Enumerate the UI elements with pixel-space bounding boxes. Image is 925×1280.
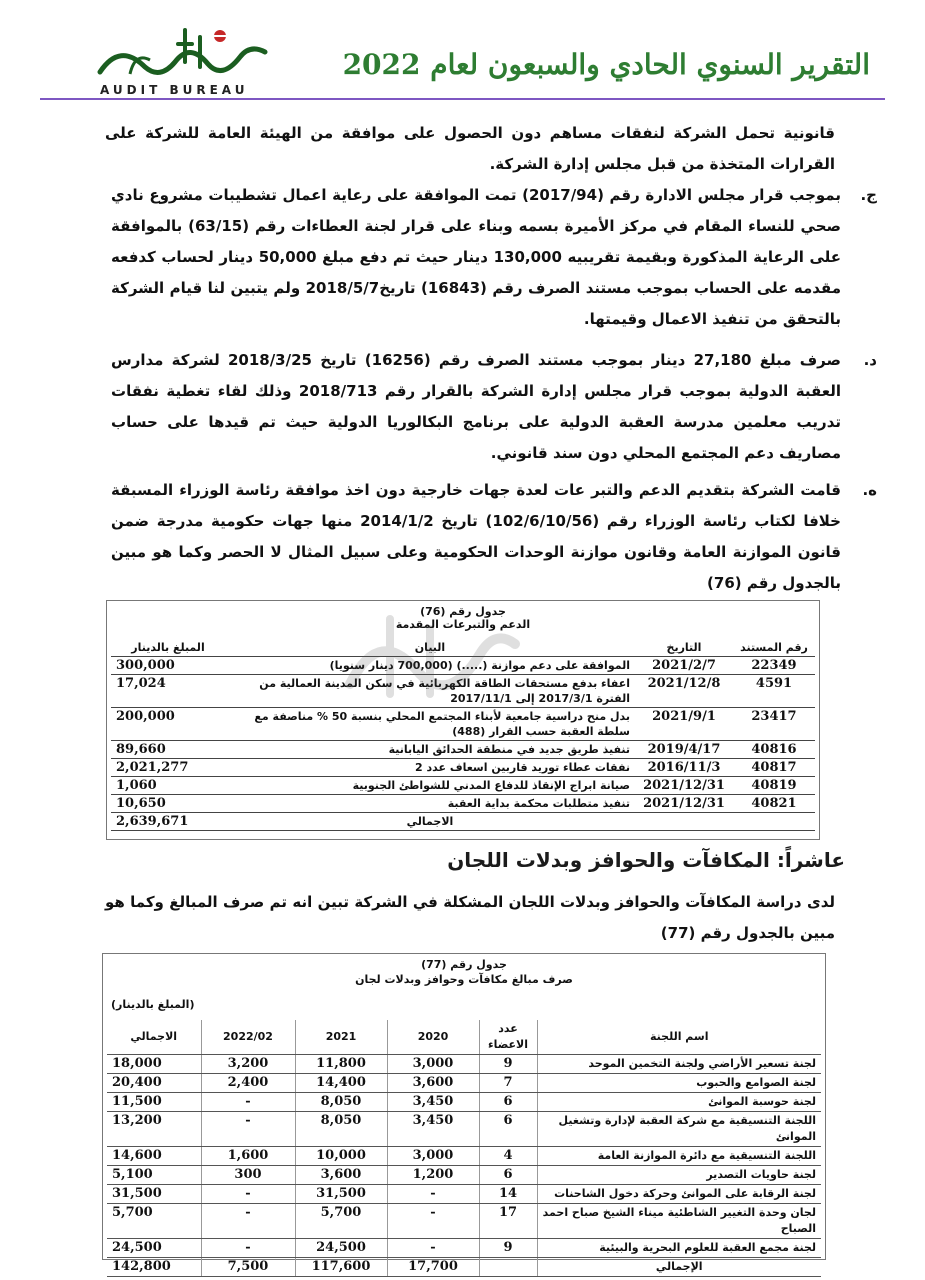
list-item-marker: ج. (860, 186, 877, 204)
table-row (111, 759, 815, 777)
total-cell: 24,500 (107, 1239, 201, 1258)
total-amount: 2,639,671 (111, 813, 225, 831)
column-header-date: التاريخ (635, 639, 733, 657)
table-row (111, 708, 815, 741)
members-cell: 9 (479, 1055, 537, 1074)
doc-no-cell: 22349 (733, 657, 815, 675)
members-cell: 6 (479, 1112, 537, 1147)
header-divider (40, 98, 885, 100)
amount-cell: 17,024 (111, 675, 225, 708)
amount-2021-cell: 8,050 (295, 1112, 387, 1147)
amount-2022-cell: 3,200 (201, 1055, 295, 1074)
table-row (111, 795, 815, 813)
table-row (111, 675, 815, 708)
members-cell: 4 (479, 1147, 537, 1166)
table-row (107, 1055, 821, 1074)
audit-bureau-emblem-icon (90, 22, 290, 82)
total-2022: 7,500 (201, 1258, 295, 1277)
amount-2020-cell: 3,450 (387, 1112, 479, 1147)
section-heading: عاشراً: المكافآت والحوافز وبدلات اللجان (447, 848, 845, 872)
members-cell: 6 (479, 1166, 537, 1185)
members-cell: 7 (479, 1074, 537, 1093)
table-row (111, 657, 815, 675)
table-77-subtitle: صرف مبالغ مكافآت وحوافز وبدلات لجان (355, 973, 573, 986)
list-item-text: صرف مبلغ 27,180 دينار بموجب مستند الصرف رقم (16256) تاريخ 2018/3/25 لشركة مدارس العقبة الدولية بموجب قرار مجلس إدارة الشركة بالقرار رقم 2018/713 وذلك لقاء تغطية نفقات تدريب معلمين مدرسة العقبة الدولية على برنامج البكالوريا الدولية حيث تم قيدها على حساب مصاريف دعم المجتمع المحلي دون سند قانوني. (111, 351, 841, 462)
amount-2022-cell: - (201, 1112, 295, 1147)
members-cell: 6 (479, 1093, 537, 1112)
table-row (107, 1166, 821, 1185)
amount-2021-cell: 8,050 (295, 1093, 387, 1112)
table-77-caption (103, 957, 825, 987)
table-76-caption (107, 605, 819, 631)
column-header-committee: اسم اللجنة (537, 1020, 821, 1055)
members-cell: 17 (479, 1204, 537, 1239)
committee-cell: اللجنة التنسيقية مع شركة العقبة لإدارة وتشغيل الموانئ (537, 1112, 821, 1147)
amount-cell: 2,021,277 (111, 759, 225, 777)
column-header-2020: 2020 (387, 1020, 479, 1055)
total-label: الاجمالي (225, 813, 635, 831)
total-cell: 20,400 (107, 1074, 201, 1093)
amount-cell: 1,060 (111, 777, 225, 795)
amount-2021-cell: 3,600 (295, 1166, 387, 1185)
description-cell: صيانة ابراج الإنقاذ للدفاع المدني للشواطئ الجنوبية (225, 777, 635, 795)
table-77-title: جدول رقم (77) (421, 958, 507, 971)
list-item-ha (111, 475, 877, 599)
amount-cell: 10,650 (111, 795, 225, 813)
amount-2022-cell: 300 (201, 1166, 295, 1185)
members-cell: 14 (479, 1185, 537, 1204)
total-cell: 11,500 (107, 1093, 201, 1112)
amount-2022-cell: - (201, 1093, 295, 1112)
description-cell: تنفيذ متطلبات محكمة بداية العقبة (225, 795, 635, 813)
column-header-members: عدد الاعضاء (479, 1020, 537, 1055)
doc-no-cell: 40819 (733, 777, 815, 795)
doc-no-cell: 40816 (733, 741, 815, 759)
description-cell: تنفيذ طريق جديد في منطقة الحدائق اليابانية (225, 741, 635, 759)
table-total-row (111, 813, 815, 831)
date-cell: 2021/12/8 (635, 675, 733, 708)
list-item-text: بموجب قرار مجلس الادارة رقم (2017/94) تمت الموافقة على رعاية اعمال تشطيبات مشروع نادي صحي للنساء المقام في مركز الأميرة بسمه وبناء على قرار لجنة العطاءات رقم (63/15) بالموافقة على الرعاية المذكورة وبقيمة تقريبيه 130,000 دينار حيث تم دفع مبلغ 50,000 دينار لحساب كدفعه مقدمه على الحساب بموجب مستند الصرف رقم (16843) تاريخ2018/5/7 ولم يتبين لنا قيام الشركة بالتحقق من تنفيذ الاعمال وقيمتها. (111, 186, 842, 328)
table-row (111, 741, 815, 759)
section-paragraph: لدى دراسة المكافآت والحوافز وبدلات اللجان المشكلة في الشركة تبين انه تم صرف المبالغ وكما هو مبين بالجدول رقم (77) (105, 893, 835, 942)
committee-cell: لجنة الرقابة على الموانئ وحركة دخول الشاحنات (537, 1185, 821, 1204)
date-cell: 2021/12/31 (635, 777, 733, 795)
column-header-2021: 2021 (295, 1020, 387, 1055)
members-cell: 9 (479, 1239, 537, 1258)
amount-2021-cell: 14,400 (295, 1074, 387, 1093)
total-cell: 5,100 (107, 1166, 201, 1185)
amount-2022-cell: - (201, 1204, 295, 1239)
amount-2022-cell: - (201, 1185, 295, 1204)
total-2020: 17,700 (387, 1258, 479, 1277)
amount-2020-cell: 3,600 (387, 1074, 479, 1093)
committee-cell: لجنة حوسبة الموانئ (537, 1093, 821, 1112)
doc-no-cell: 40821 (733, 795, 815, 813)
date-cell: 2021/2/7 (635, 657, 733, 675)
column-header-total: الاجمالي (107, 1020, 201, 1055)
total-cell: 31,500 (107, 1185, 201, 1204)
list-item-text: قامت الشركة بتقديم الدعم والتبر عات لعدة جهات خارجية دون اخذ موافقة رئاسة الوزراء المسبقة خلافا لكتاب رئاسة الوزراء رقم (102/6/10/56) تاريخ 2014/1/2 منها جهات حكومية مدرجة ضمن قانون الموازنة العامة وقانون موازنة الوحدات الحكومية وعلى سبيل المثال لا الحصر وكما هو مبين بالجدول رقم (76) (111, 481, 841, 592)
amount-cell: 200,000 (111, 708, 225, 741)
total-2021: 117,600 (295, 1258, 387, 1277)
column-header-amount: المبلغ بالدينار (111, 639, 225, 657)
table-header-row (111, 639, 815, 657)
amount-2022-cell: - (201, 1239, 295, 1258)
column-header-description: البيان (225, 639, 635, 657)
amount-cell: 300,000 (111, 657, 225, 675)
total-cell: 14,600 (107, 1147, 201, 1166)
table-total-row (107, 1258, 821, 1277)
description-cell: الموافقة على دعم موازنة (.....) (700,000 دينار سنويا) (225, 657, 635, 675)
total-cell: 18,000 (107, 1055, 201, 1074)
doc-no-cell: 23417 (733, 708, 815, 741)
amount-2021-cell: 24,500 (295, 1239, 387, 1258)
table-row (107, 1147, 821, 1166)
amount-2020-cell: - (387, 1204, 479, 1239)
amount-2022-cell: 2,400 (201, 1074, 295, 1093)
amount-2021-cell: 5,700 (295, 1204, 387, 1239)
description-cell: نفقات عطاء توريد قاربين اسعاف عدد 2 (225, 759, 635, 777)
amount-2022-cell: 1,600 (201, 1147, 295, 1166)
table-77-container (102, 953, 826, 1274)
amount-2020-cell: 3,000 (387, 1055, 479, 1074)
column-header-2022: 2022/02 (201, 1020, 295, 1055)
amount-2020-cell: 1,200 (387, 1166, 479, 1185)
date-cell: 2021/12/31 (635, 795, 733, 813)
table-76-title: جدول رقم (76) (420, 605, 506, 618)
total-label: الإجمالي (537, 1258, 821, 1277)
list-item-marker: د. (863, 351, 877, 369)
amount-2020-cell: - (387, 1185, 479, 1204)
list-item-dal (111, 345, 877, 469)
table-row (107, 1239, 821, 1258)
committee-cell: لجنة مجمع العقبة للعلوم البحرية والبيئية (537, 1239, 821, 1258)
page-header (30, 22, 900, 108)
total-cell: 13,200 (107, 1112, 201, 1147)
total-cell: 5,700 (107, 1204, 201, 1239)
table-row (107, 1204, 821, 1239)
amount-2021-cell: 10,000 (295, 1147, 387, 1166)
doc-no-cell: 40817 (733, 759, 815, 777)
column-header-doc-no: رقم المستند (733, 639, 815, 657)
amount-2021-cell: 11,800 (295, 1055, 387, 1074)
committee-cell: لجان وحدة التغيير الشاطئية ميناء الشيخ صباح احمد الصباح (537, 1204, 821, 1239)
date-cell: 2019/4/17 (635, 741, 733, 759)
list-item-marker: ه. (862, 481, 877, 499)
table-row (107, 1185, 821, 1204)
table-header-row (107, 1020, 821, 1055)
intro-paragraph: قانونية تحمل الشركة لنفقات مساهم دون الحصول على موافقة من الهيئة العامة للشركة على القرارات المتخذة من قبل مجلس إدارة الشركة. (105, 124, 835, 173)
committee-cell: لجنة الصوامع والحبوب (537, 1074, 821, 1093)
description-cell: بدل منح دراسية جامعية لأبناء المجتمع المحلي بنسبة 50 % مناصفة مع سلطة العقبة حسب القرار (488) (225, 708, 635, 741)
table-row (107, 1093, 821, 1112)
amount-2021-cell: 31,500 (295, 1185, 387, 1204)
date-cell: 2021/9/1 (635, 708, 733, 741)
amount-2020-cell: 3,000 (387, 1147, 479, 1166)
amount-cell: 89,660 (111, 741, 225, 759)
table-row (107, 1074, 821, 1093)
doc-no-cell: 4591 (733, 675, 815, 708)
committee-cell: اللجنة التنسيقية مع دائرة الموازنة العامة (537, 1147, 821, 1166)
table-77-unit: (المبلغ بالدينار) (111, 998, 195, 1011)
description-cell: اعفاء بدفع مستحقات الطاقة الكهربائية في سكن المدينة العمالية من الفترة 2017/3/1 إلى 2017/11/1 (225, 675, 635, 708)
table-row (111, 777, 815, 795)
report-title: التقرير السنوي الحادي والسبعون لعام 2022 (342, 48, 870, 81)
table-77 (107, 1020, 821, 1277)
committee-cell: لجنة حاويات التصدير (537, 1166, 821, 1185)
amount-2020-cell: 3,450 (387, 1093, 479, 1112)
committee-cell: لجنة تسعير الأراضي ولجنة التخمين الموحد (537, 1055, 821, 1074)
date-cell: 2016/11/3 (635, 759, 733, 777)
table-row (107, 1112, 821, 1147)
table-76 (111, 639, 815, 831)
list-item-jim (111, 180, 877, 335)
amount-2020-cell: - (387, 1239, 479, 1258)
audit-bureau-logo (90, 22, 300, 102)
table-76-subtitle: الدعم والتبرعات المقدمة (395, 618, 531, 631)
table-76-container (106, 600, 820, 840)
grand-total: 142,800 (107, 1258, 201, 1277)
logo-subtext: AUDIT BUREAU (100, 83, 249, 97)
